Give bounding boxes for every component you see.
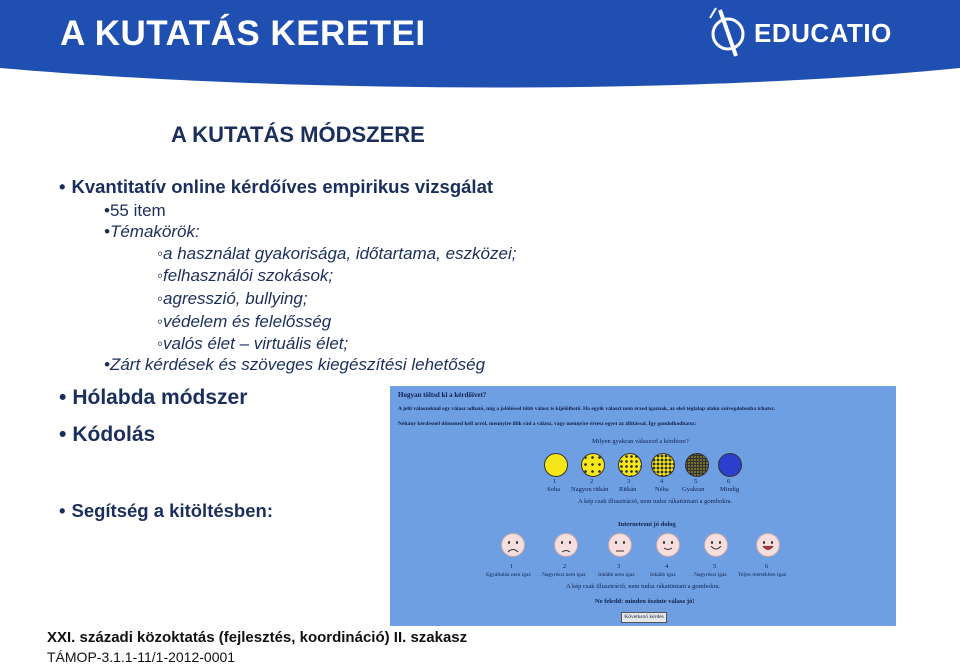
- frequency-label: Ritkán: [619, 486, 637, 493]
- frequency-number: 1: [553, 478, 557, 485]
- topic-item-text: a használat gyakorisága, időtartama, eszközei;: [163, 244, 517, 263]
- frequency-option-5-icon: [685, 453, 709, 477]
- questionnaire-help-panel: [390, 386, 896, 626]
- agreement-number: 5: [713, 563, 717, 570]
- frequency-label: Néha: [655, 486, 669, 493]
- frequency-label: Mindig: [720, 486, 740, 493]
- slide-title: A KUTATÁS KERETEI: [60, 14, 426, 53]
- bullet-sub-2-text: Témakörök:: [109, 222, 200, 241]
- agreement-number: 1: [510, 563, 514, 570]
- agreement-statement: Internetezni jó dolog: [618, 521, 676, 528]
- frequency-option-1-icon: [544, 453, 568, 477]
- topic-item: ◦agresszió, bullying;: [157, 289, 308, 308]
- frequency-label: Soha: [547, 486, 560, 493]
- topic-item: ◦a használat gyakorisága, időtartama, eszközei;: [157, 244, 517, 263]
- bullet-main-4: • Segítség a kitöltésben:: [59, 500, 273, 521]
- bullet-main-2: • Hólabda módszer: [59, 386, 248, 409]
- bullet-sub-3: •Zárt kérdések és szöveges kiegészítési lehetőség: [104, 355, 486, 374]
- bullet-main-1-text: Kvantitatív online kérdőíves empirikus vizsgálat: [71, 176, 494, 197]
- topic-item: ◦védelem és felelősség: [157, 312, 332, 331]
- agreement-number: 3: [617, 563, 621, 570]
- topic-item: ◦felhasználói szokások;: [157, 266, 334, 285]
- frequency-label: Nagyon ritkán: [571, 486, 609, 493]
- frequency-number: 2: [590, 478, 594, 485]
- frequency-question: Milyen gyakran válaszod a kérdésre?: [592, 438, 689, 445]
- bullet-sub-2: •Témakörök:: [104, 222, 200, 241]
- honesty-reminder: Ne feledd: minden őszinte válasz jó!: [595, 598, 695, 605]
- agreement-label: Inkább nem igaz: [598, 572, 635, 578]
- bullet-main-3-text: Kódolás: [72, 423, 156, 446]
- header-wave: [0, 54, 960, 94]
- educatio-logo: [706, 4, 936, 60]
- footer-program-title: XXI. századi közoktatás (fejlesztés, koordináció) II. szakasz: [47, 629, 468, 646]
- happy-face-icon: [704, 533, 728, 557]
- sad-face-icon: [554, 533, 578, 557]
- bullet-sub-1: •55 item: [104, 201, 166, 220]
- panel-heading: Hogyan töltsd ki a kérdőívet?: [398, 391, 487, 399]
- very-sad-face-icon: [501, 533, 525, 557]
- topic-item-text: felhasználói szokások;: [163, 266, 334, 285]
- frequency-number: 5: [694, 478, 698, 485]
- agreement-number: 2: [563, 563, 567, 570]
- section-subtitle: A KUTATÁS MÓDSZERE: [171, 122, 425, 147]
- frequency-option-3-icon: [618, 453, 642, 477]
- frequency-number: 4: [660, 478, 664, 485]
- topic-item: ◦valós élet – virtuális élet;: [157, 334, 349, 353]
- agreement-label: Nagyrészt nem igaz: [542, 572, 586, 578]
- illustration-note-2: A kép csak illusztráció, nem tudsz rákattintani a gombokra.: [566, 583, 721, 590]
- illustration-note-1: A kép csak illusztráció, nem tudsz rákattintani a gombokra.: [578, 498, 733, 505]
- bullet-main-2-text: Hólabda módszer: [72, 386, 248, 409]
- bullet-main-3: • Kódolás: [59, 423, 156, 446]
- footer-project-code: TÁMOP-3.1.1-11/1-2012-0001: [47, 649, 236, 665]
- bullet-main-4-text: Segítség a kitöltésben:: [71, 500, 273, 521]
- agreement-label: Nagyrészt igaz: [694, 572, 727, 578]
- topic-item-text: agresszió, bullying;: [163, 289, 308, 308]
- topic-item-text: valós élet – virtuális élet;: [163, 334, 349, 353]
- panel-instruction-2: Néhány kérdésnél döntened kell arról, mennyire illik rád a válasz, vagy mennyire értesz egyet az állítással. Így gondolkodhatsz:: [398, 421, 697, 427]
- bullet-sub-1-text: 55 item: [109, 201, 166, 220]
- topic-item-text: védelem és felelősség: [163, 312, 332, 331]
- bullet-main-1: • Kvantitatív online kérdőíves empirikus vizsgálat: [59, 176, 494, 197]
- panel-instruction-1: A jelű válaszoknál egy válasz adható, míg a jelöléssel több válasz is kijelölhető. Ha egyik választ nem érzed igaznak, az első téglalap alakú szövegdobozba írhatsz.: [398, 406, 776, 412]
- agreement-number: 4: [665, 563, 669, 570]
- very-happy-face-icon: [756, 533, 780, 557]
- frequency-number: 6: [727, 478, 731, 485]
- frequency-option-6-icon: [718, 453, 742, 477]
- logo-text: EDUCATIO: [754, 18, 892, 48]
- frequency-option-4-icon: [651, 453, 675, 477]
- frequency-label: Gyakran: [682, 486, 705, 493]
- agreement-number: 6: [765, 563, 769, 570]
- agreement-label: Teljes mértékben igaz: [738, 572, 787, 578]
- agreement-label: Egyáltalán nem igaz: [486, 572, 531, 578]
- slightly-happy-face-icon: [656, 533, 680, 557]
- slightly-sad-face-icon: [608, 533, 632, 557]
- bullet-sub-3-text: Zárt kérdések és szöveges kiegészítési lehetőség: [109, 355, 486, 374]
- next-question-button[interactable]: Következő kérdés: [621, 612, 667, 623]
- frequency-number: 3: [627, 478, 631, 485]
- educatio-logo-icon: [706, 4, 750, 60]
- agreement-label: Inkább igaz: [650, 572, 676, 578]
- frequency-option-2-icon: [581, 453, 605, 477]
